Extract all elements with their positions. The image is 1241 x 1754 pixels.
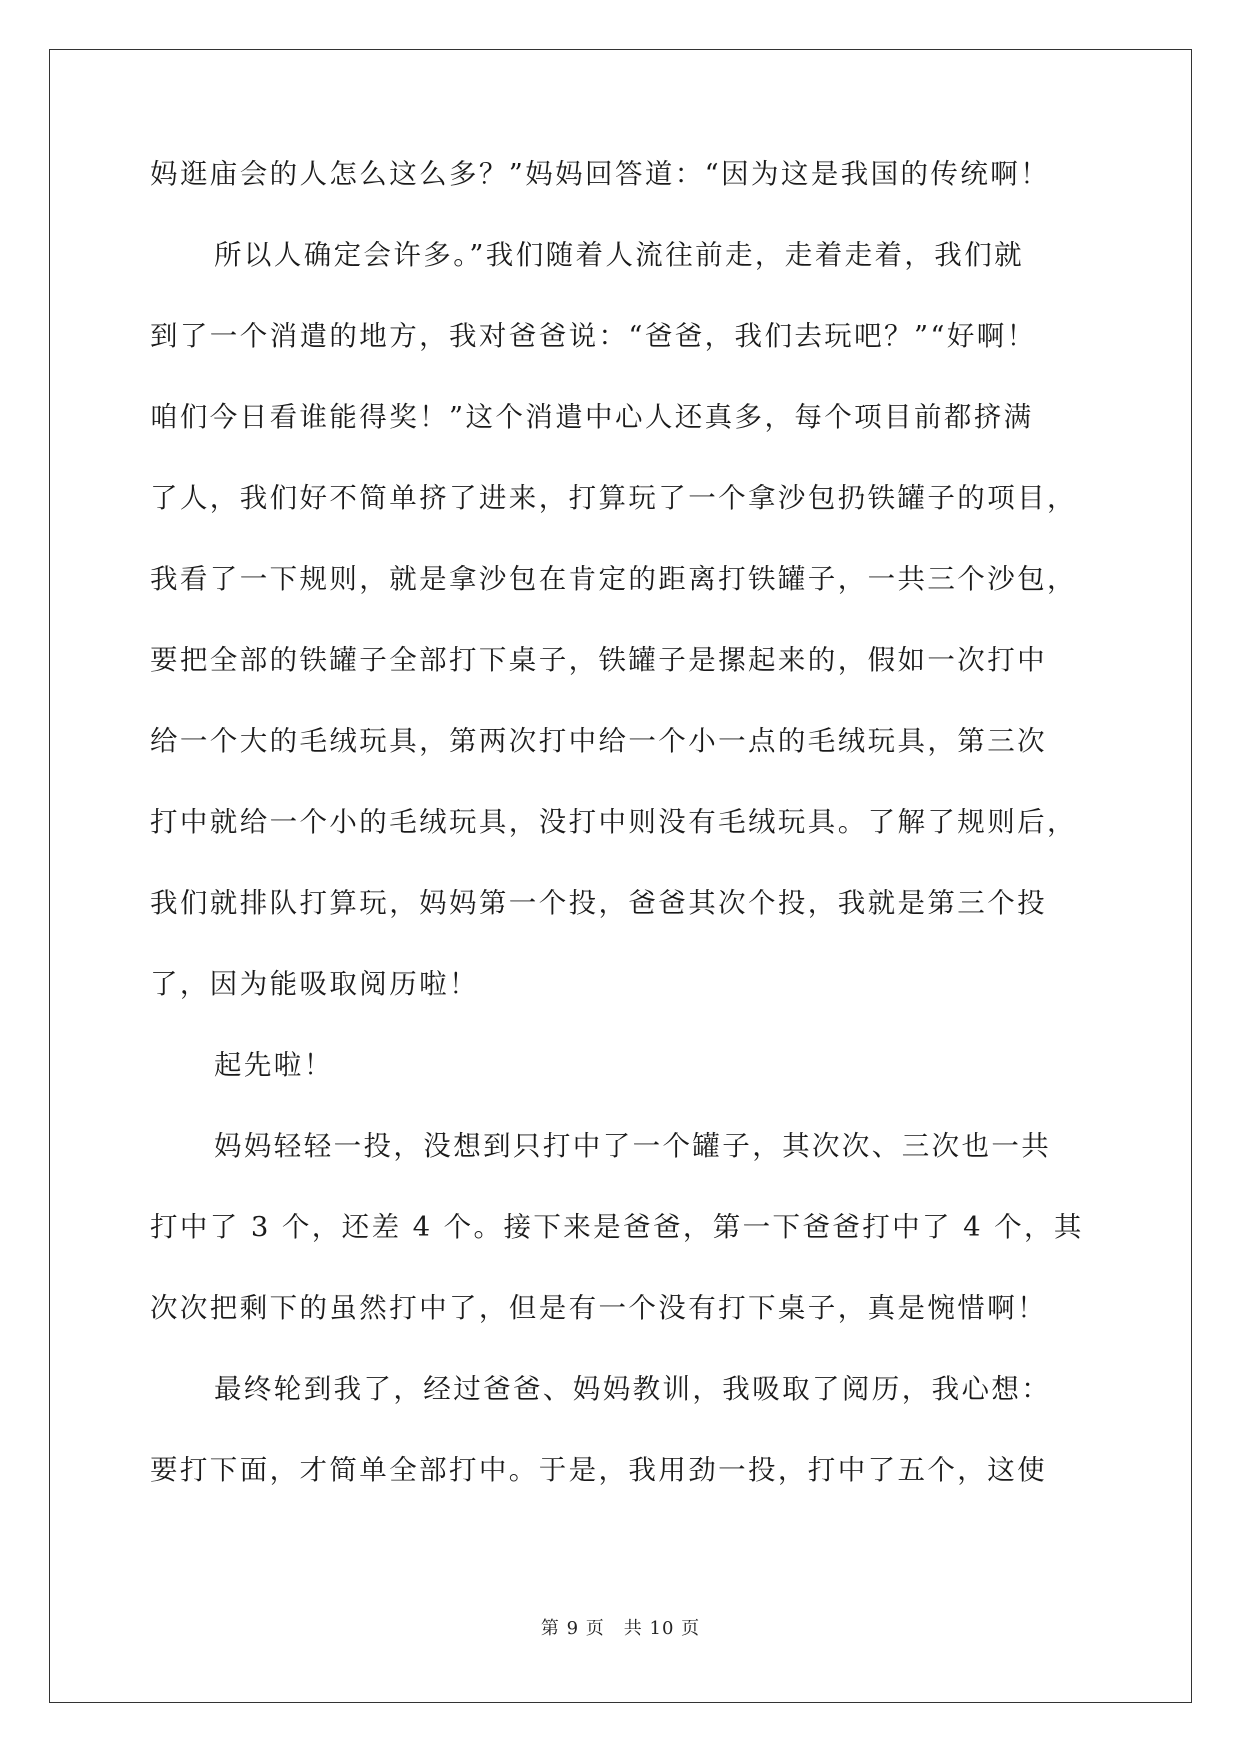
text-line: 要打下面，才简单全部打中。于是，我用劲一投，打中了五个，这使 <box>150 1454 1047 1486</box>
text-line: 给一个大的毛绒玩具，第两次打中给一个小一点的毛绒玩具，第三次 <box>150 725 1047 757</box>
text-line: 了，因为能吸取阅历啦！ <box>150 968 479 1000</box>
text-line: 打中就给一个小的毛绒玩具，没打中则没有毛绒玩具。了解了规则后， <box>150 806 1077 838</box>
text-line: 了人，我们好不简单挤了进来，打算玩了一个拿沙包扔铁罐子的项目， <box>150 482 1077 514</box>
page-number: 第 9 页 共 10 页 <box>540 1618 701 1639</box>
text-line: 要把全部的铁罐子全部打下桌子，铁罐子是摞起来的，假如一次打中 <box>150 644 1047 676</box>
document-body <box>150 160 1095 1537</box>
text-line: 我们就排队打算玩，妈妈第一个投，爸爸其次个投，我就是第三个投 <box>150 887 1047 919</box>
text-line: 最终轮到我了，经过爸爸、妈妈教训，我吸取了阅历，我心想： <box>214 1373 1052 1405</box>
text-line: 妈逛庙会的人怎么这么多？”妈妈回答道：“因为这是我国的传统啊！ <box>150 158 1051 190</box>
text-line: 我看了一下规则，就是拿沙包在肯定的距离打铁罐子，一共三个沙包， <box>150 563 1077 595</box>
text-line: 到了一个消遣的地方，我对爸爸说：“爸爸，我们去玩吧？”“好啊！ <box>150 320 1037 352</box>
text-line: 打中了 3 个，还差 4 个。接下来是爸爸，第一下爸爸打中了 4 个，其 <box>150 1211 1084 1243</box>
text-line: 妈妈轻轻一投，没想到只打中了一个罐子，其次次、三次也一共 <box>214 1130 1052 1162</box>
text-line: 次次把剩下的虽然打中了，但是有一个没有打下桌子，真是惋惜啊！ <box>150 1292 1047 1324</box>
text-line: 咱们今日看谁能得奖！”这个消遣中心人还真多，每个项目前都挤满 <box>150 401 1034 433</box>
text-line: 所以人确定会许多。”我们随着人流往前走，走着走着，我们就 <box>214 239 1025 271</box>
text-line: 起先啦！ <box>214 1049 334 1081</box>
